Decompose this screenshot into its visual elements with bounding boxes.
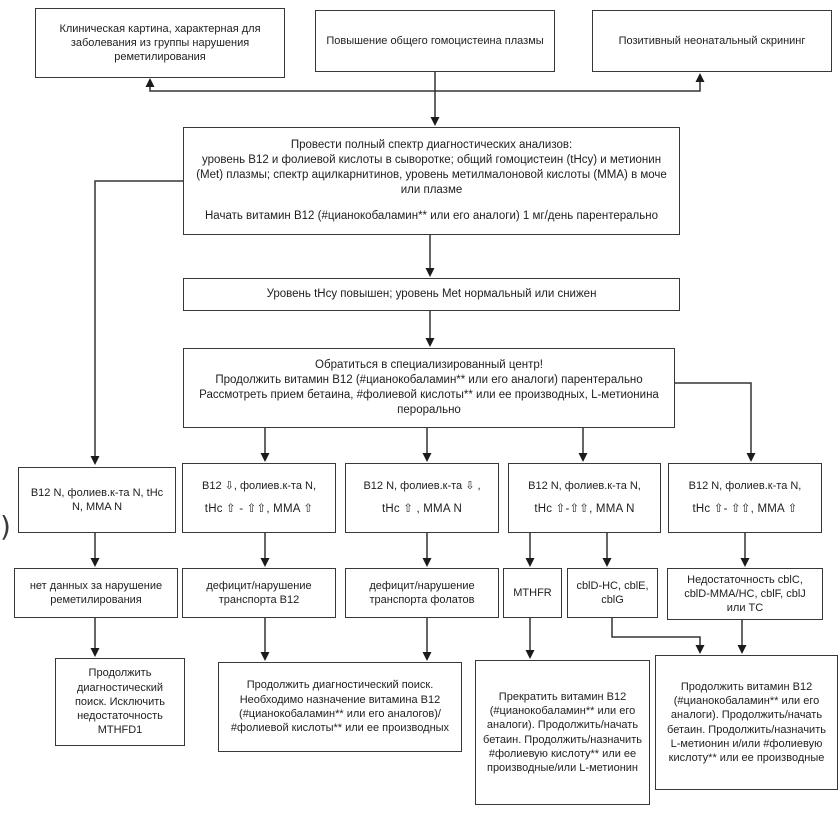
node-continue-search-mthfd1 (55, 658, 185, 746)
connector-lab5-to-cbl-deficiency (741, 533, 750, 567)
node-homocysteine-elevated (315, 10, 555, 72)
node-full-diagnostic-panel-body2: Начать витамин В12 (#цианокобаламин** или его аналоги) 1 мг/день парентерально (205, 209, 658, 222)
connector-lab1-to-result1 (91, 533, 100, 567)
connector-center-right-branch (675, 383, 756, 462)
node-specialized-center-line2: Продолжить витамин В12 (#цианокобаламин** или его аналоги) парентерально (215, 374, 643, 387)
node-continue-b12 (655, 655, 838, 790)
node-continue-search-prescribe-label: Продолжить диагностический поиск. Необходимо назначение витамина В12 (#цианокобаламин** или его аналогов)/ #фолиевой кислоты** или ее производных (230, 679, 450, 735)
node-lab-thc-high-mma-normal-line2: tHc ⇧-⇧⇧, MMA N (534, 503, 635, 516)
node-cbl-deficiency (667, 568, 823, 620)
node-continue-search-mthfd1-label: Продолжить диагностический поиск. Исключить недостаточность MTHFD1 (74, 667, 166, 737)
node-specialized-center-line3: Рассмотреть прием бетаина, #фолиевой кислоты** или ее производных, L-метионина перорально (199, 389, 659, 416)
node-stop-b12 (475, 660, 650, 805)
node-stop-b12-label: Прекратить витамин В12 (#цианокобаламин** или его аналоги). Продолжить/начать бетаин. Продолжить/назначить #фолиевую кислоту** или ее производные/или L-метионин (483, 690, 642, 775)
connector-lab2-to-result2 (261, 533, 270, 567)
connector-result1-to-bottom1 (91, 618, 100, 657)
node-lab-folate-low-line2: tHc ⇧ , MMA N (382, 503, 462, 516)
node-lab-all-normal-label: В12 N, фолиев.к-та N, tHc N, MMA N (30, 486, 164, 513)
node-neonatal-screening (592, 10, 832, 72)
node-thcy-elevated (183, 278, 680, 311)
connector-homocysteine-to-panel (431, 72, 440, 126)
connector-result2-to-bottom2 (261, 618, 270, 661)
left-margin-artifact: ) (0, 510, 11, 543)
connector-result3-to-bottom2 (423, 618, 432, 661)
node-no-remethylation-data-label: нет данных за нарушение реметилирования (29, 579, 163, 606)
node-homocysteine-elevated-label: Повышение общего гомоцистеина плазмы (326, 34, 544, 47)
connector-center-to-lab4 (579, 428, 588, 462)
node-lab-thc-high-mma-high (668, 463, 822, 533)
node-neonatal-screening-label: Позитивный неонатальный скрининг (618, 34, 806, 47)
connector-cbl-group-to-bottom4 (612, 618, 705, 654)
connector-cbl-deficiency-to-bottom4 (738, 620, 747, 654)
connector-thcy-to-center (426, 311, 435, 347)
node-mthfr (503, 568, 562, 618)
connector-mthfr-to-bottom3 (526, 618, 535, 659)
node-cbl-deficiency-label: Недостаточность cblC, cblD-MMA/HC, cblF, cblJ или TC (684, 573, 806, 615)
node-lab-thc-high-mma-normal (508, 463, 661, 533)
node-mthfr-label: MTHFR (513, 586, 552, 599)
node-b12-transport-defect-label: дефицит/нарушение транспорта В12 (206, 579, 312, 606)
connector-lab4-to-cbl-group (603, 533, 612, 567)
connector-lab3-to-result3 (423, 533, 432, 567)
node-lab-thc-high-mma-high-line1: В12 N, фолиев.к-та N, (688, 479, 802, 492)
node-lab-thc-high-mma-normal-line1: В12 N, фолиев.к-та N, (528, 479, 641, 492)
node-lab-b12-low-line2: tHc ⇧ - ⇧⇧, MMA ⇧ (204, 503, 314, 516)
node-cbl-group (567, 568, 658, 618)
node-clinical-picture-label: Клиническая картина, характерная для заболевания из группы нарушения реметилирования (59, 22, 261, 64)
node-full-diagnostic-panel-title: Провести полный спектр диагностических анализов: (290, 139, 573, 152)
node-continue-b12-label: Продолжить витамин В12 (#цианокобаламин** или его аналоги). Продолжить/начать бетаин. Продолжить/назначить L-метионин и/или #фолиевую кислоту** или ее производные (667, 680, 826, 765)
node-lab-folate-low (345, 463, 499, 533)
node-specialized-center (183, 348, 675, 428)
node-full-diagnostic-panel-body: уровень В12 и фолиевой кислоты в сыворотке; общий гомоцистеин (tHcy) и метионин (Met) плазмы; спектр ацилкарнитинов, уровень метилмалоновой кислоты (ММА) в моче или плазме (196, 154, 667, 196)
node-lab-folate-low-line1: В12 N, фолиев.к-та ⇩ , (363, 479, 481, 492)
connector-panel-left-branch (91, 181, 184, 465)
node-specialized-center-line1: Обратиться в специализированный центр! (315, 359, 543, 372)
connector-panel-to-thcy (426, 235, 435, 277)
connector-center-to-lab2 (261, 428, 270, 462)
node-lab-all-normal (18, 467, 176, 533)
node-thcy-elevated-label: Уровень tHcy повышен; уровень Met нормальный или снижен (266, 288, 597, 301)
node-no-remethylation-data (14, 568, 178, 618)
node-continue-search-prescribe (218, 662, 462, 752)
node-clinical-picture (35, 8, 285, 78)
node-folate-transport-defect-label: дефицит/нарушение транспорта фолатов (369, 579, 475, 606)
node-lab-b12-low (182, 463, 336, 533)
node-full-diagnostic-panel (183, 127, 680, 235)
connector-lab4-to-mthfr (526, 533, 535, 567)
node-lab-thc-high-mma-high-line2: tHc ⇧- ⇧⇧, MMA ⇧ (692, 503, 798, 516)
node-folate-transport-defect (345, 568, 499, 618)
connector-center-to-lab3 (423, 428, 432, 462)
node-lab-b12-low-line1: В12 ⇩, фолиев.к-та N, (201, 479, 317, 492)
node-b12-transport-defect (182, 568, 336, 618)
node-cbl-group-label: cblD-HC, cblE, cblG (576, 579, 649, 606)
